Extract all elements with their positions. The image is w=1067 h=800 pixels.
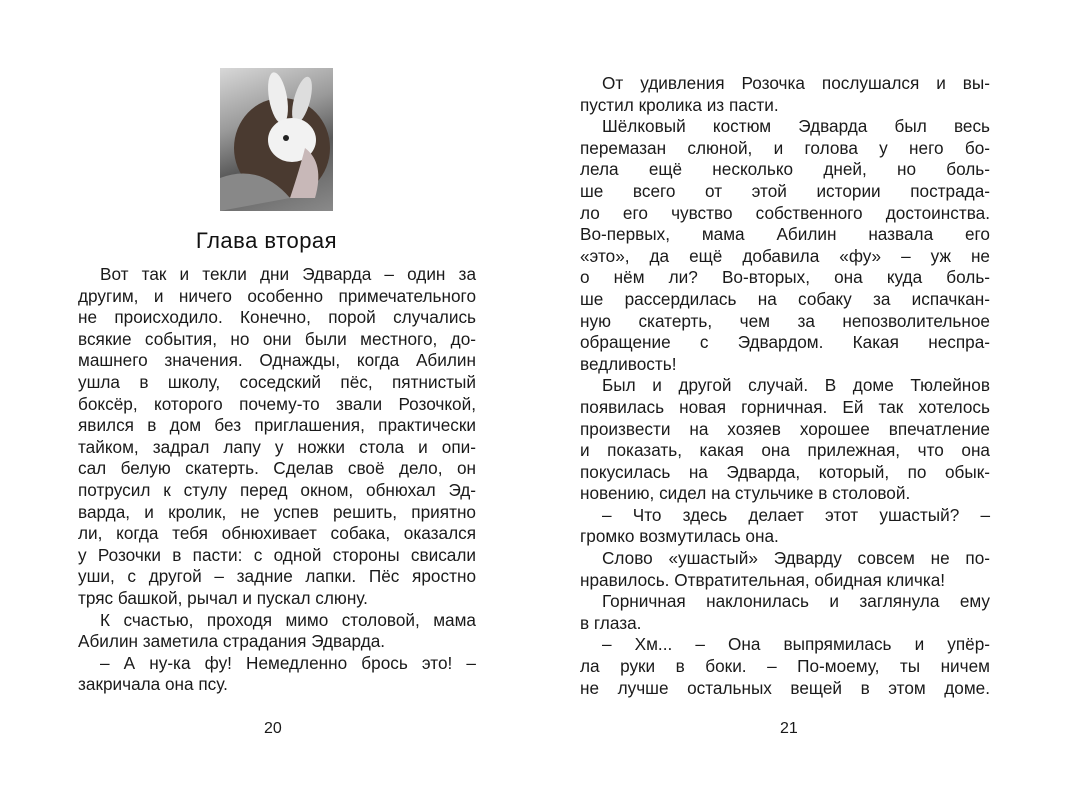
text-line: ведливость! [580,353,677,374]
text-line: потрусил к стулу перед окном, обнюхал Эд- [78,479,476,500]
text-line: Был и другой случай. В доме Тюлейнов [602,375,990,396]
text-line: – Хм... – Она выпрямилась и упёр- [602,634,990,655]
text-line: громко возмутилась она. [580,526,779,547]
text-line: уши, с другой – задние лапки. Пёс яростно [78,566,476,587]
text-line: покусилась на Эдварда, который, по обык- [580,461,990,482]
text-line: ше всего от этой истории пострада- [580,180,990,201]
text-line: тайком, задрал лапу у ножки стола и опи- [78,436,476,457]
text-line: ную скатерть, чем за непозволительное [580,310,990,331]
text-line: ло его чувство собственного достоинства. [580,202,990,223]
text-line: – Что здесь делает этот ушастый? – [602,504,990,525]
text-line: о нём ли? Во-вторых, она куда боль- [580,267,990,288]
text-line: Во-первых, мама Абилин назвала его [580,224,990,245]
text-line: и показать, какая она прилежная, что она [580,440,990,461]
text-line: Абилин заметила страдания Эдварда. [78,631,386,652]
text-line: закричала она псу. [78,674,228,695]
text-line: не лучше остальных вещей в этом доме. [580,677,990,698]
text-line: произвести на хозяев хорошее впечатление [580,418,990,439]
text-line: тряс башкой, рычал и пускал слюну. [78,587,368,608]
text-line: Горничная наклонилась и заглянула ему [602,591,990,612]
text-line: Вот так и текли дни Эдварда – один за [100,264,476,284]
text-line: боксёр, которого почему-то звали Розочкой, [78,393,476,414]
text-line: в глаза. [580,612,642,633]
text-line: Слово «ушастый» Эдварду совсем не по- [602,548,990,569]
right-body-text [580,73,990,699]
text-line: явился в дом без приглашения, практически [78,415,476,436]
text-line: От удивления Розочка послушался и вы- [602,73,990,93]
text-line: всякие события, но они были местного, до- [78,328,476,349]
text-line: появилась новая горничная. Ей так хотелось [580,396,990,417]
text-line: лела ещё несколько дней, но боль- [580,159,990,180]
chapter-heading: Глава вторая [195,228,338,253]
text-line: пустил кролика из пасти. [580,94,779,115]
rabbit-illustration [220,68,333,211]
text-line: ушла в школу, соседский пёс, пятнистый [78,371,476,392]
text-line: Шёлковый костюм Эдварда был весь [602,116,990,137]
text-line: нравилось. Отвратительная, обидная кличка! [580,569,946,590]
text-line: машнего значения. Однажды, когда Абилин [78,350,476,371]
text-line: сал белую скатерть. Сделав своё дело, он [78,458,476,479]
left-page [0,0,533,800]
text-line: – А ну-ка фу! Немедленно брось это! – [100,652,476,673]
text-line: не происходило. Конечно, порой случались [78,307,476,328]
text-line: ше рассердилась на собаку за испачкан- [580,288,990,309]
text-line: обращение с Эдвардом. Какая неспра- [580,332,990,353]
page-number: 20 [264,720,282,737]
text-line: ли, когда тебя обнюхивает собака, оказался [78,523,476,544]
text-line: у Розочки в пасти: с одной стороны свисали [78,544,476,565]
text-line: новению, сидел на стульчике в столовой. [580,483,911,504]
text-line: перемазан слюной, и голова у него бо- [580,137,990,158]
text-line: К счастью, проходя мимо столовой, мама [100,609,476,630]
right-page [533,0,1067,800]
text-line: ла руки в боки. – По-моему, ты ничем [580,656,990,677]
page-number: 21 [780,720,798,737]
text-line: варда, и кролик, не успев решить, приятно [78,501,476,522]
text-line: «это», да ещё добавила «фу» – уж не [580,245,990,266]
left-body-text [78,264,476,696]
text-line: другим, и ничего особенно примечательного [78,285,476,306]
